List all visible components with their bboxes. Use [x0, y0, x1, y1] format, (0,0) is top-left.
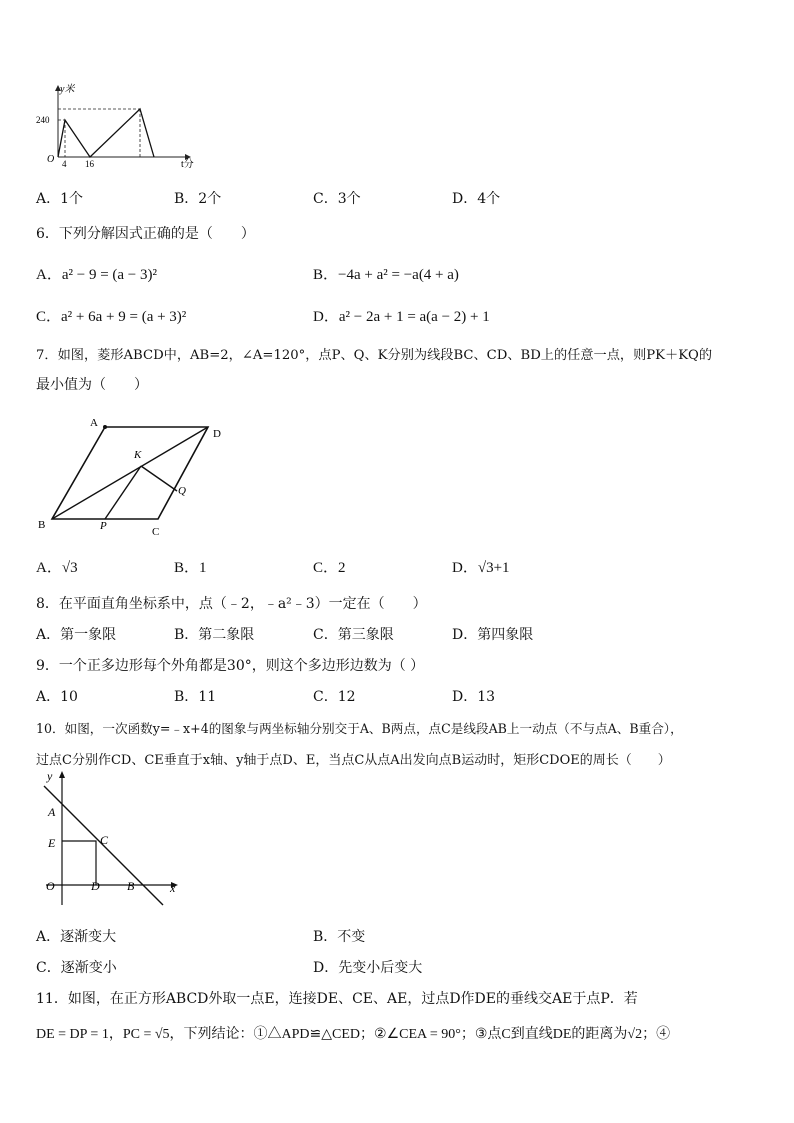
q10-option-c: C．逐渐变小	[36, 960, 117, 976]
q7-stem-line1: 7．如图，菱形ABCD中，AB=2，∠A=120°，点P、Q、K分别为线段BC、CD、BD上的任意一点，则PK＋KQ的	[36, 348, 713, 363]
x-tick-16: 16	[85, 159, 94, 169]
label-c: C	[152, 526, 160, 538]
q7-option-c: C．2	[313, 560, 346, 576]
q7-option-a: A．√3	[36, 560, 78, 576]
q9-option-d: D．13	[452, 689, 496, 705]
q8-stem: 8．在平面直角坐标系中，点（﹣2，﹣a²﹣3）一定在（ ）	[36, 596, 427, 612]
label-k: K	[134, 449, 142, 461]
x-axis-label: t分	[181, 159, 194, 170]
q9-stem: 9．一个正多边形每个外角都是30°，则这个多边形边数为（ ）	[36, 658, 425, 674]
q6-stem: 6．下列分解因式正确的是（ ）	[36, 226, 255, 242]
y-axis-arrow	[59, 771, 65, 778]
rhombus-figure	[30, 408, 240, 543]
label-a: A	[48, 805, 56, 819]
x-tick-4: 4	[62, 159, 67, 169]
q8-option-c: C．第三象限	[313, 627, 394, 643]
label-x: x	[170, 881, 176, 895]
q5-option-a: A．1个	[36, 191, 84, 207]
distance-time-graph	[30, 82, 210, 177]
q7-stem-line2: 最小值为（ ）	[36, 377, 148, 393]
q8-option-d: D．第四象限	[452, 627, 534, 643]
q7-option-b: B．1	[174, 560, 207, 576]
segment-pk	[105, 466, 141, 519]
q10-stem-line1: 10．如图，一次函数y=﹣x+4的图象与两坐标轴分别交于A、B两点，点C是线段AB上一动点（不与点A、B重合），	[36, 721, 683, 736]
q6-option-c: C．a² + 6a + 9 = (a + 3)²	[36, 309, 187, 325]
label-d: D	[213, 428, 221, 440]
diagonal-bd	[52, 427, 208, 519]
q6-option-b: B．−4a + a² = −a(4 + a)	[313, 267, 459, 283]
label-c: C	[100, 833, 109, 847]
label-p: P	[100, 520, 107, 532]
q10-stem-line2: 过点C分别作CD、CE垂直于x轴、y轴于点D、E，当点C从点A出发向点B运动时，矩形CDOE的周长（ ）	[36, 753, 671, 768]
label-y: y	[47, 769, 53, 783]
q8-option-b: B．第二象限	[174, 627, 255, 643]
label-d: D	[91, 879, 100, 893]
origin-label: O	[47, 154, 55, 165]
segment-kq	[141, 466, 177, 491]
q11-stem-line1: 11．如图，在正方形ABCD外取一点E，连接DE、CE、AE，过点D作DE的垂线交AE于点P．若	[36, 991, 638, 1007]
q5-option-c: C．3个	[313, 191, 361, 207]
label-o: O	[46, 879, 55, 893]
q5-option-b: B．2个	[174, 191, 222, 207]
label-b: B	[127, 879, 135, 893]
y-axis-label: y米	[60, 84, 75, 95]
y-value-240: 240	[36, 115, 50, 125]
point-a-dot	[103, 425, 107, 429]
label-q: Q	[178, 485, 186, 497]
q9-option-c: C．12	[313, 689, 356, 705]
q9-option-a: A．10	[36, 689, 78, 705]
q7-option-d: D．√3+1	[452, 560, 510, 576]
label-a: A	[90, 417, 98, 429]
q10-option-d: D．先变小后变大	[313, 960, 423, 976]
q5-option-d: D．4个	[452, 191, 501, 207]
q9-option-b: B．11	[174, 689, 217, 705]
q10-option-b: B．不变	[313, 929, 366, 945]
label-b: B	[38, 519, 46, 531]
q11-stem-line2: DE = DP = 1，PC = √5，下列结论：①△APD≌△CED；②∠CEA = 90°；③点C到直线DE的距离为√2；④	[36, 1027, 671, 1042]
q6-option-a: A．a² − 9 = (a − 3)²	[36, 267, 158, 283]
linear-function-figure	[30, 766, 190, 916]
label-e: E	[48, 836, 56, 850]
q8-option-a: A．第一象限	[36, 627, 117, 643]
q6-option-d: D．a² − 2a + 1 = a(a − 2) + 1	[313, 309, 490, 325]
q10-option-a: A．逐渐变大	[36, 929, 117, 945]
